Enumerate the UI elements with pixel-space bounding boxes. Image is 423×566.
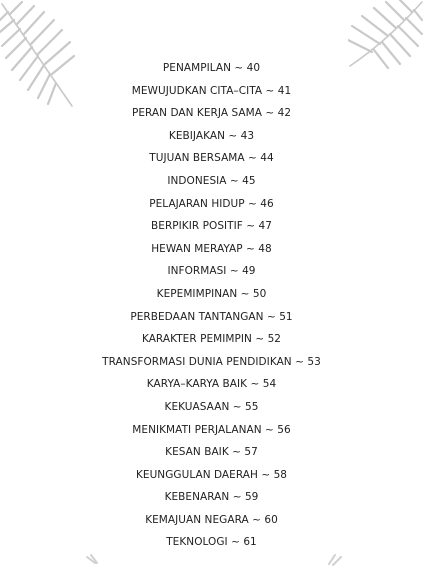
toc-entry-page-number: 46: [260, 197, 274, 210]
toc-entry-separator: ~: [227, 536, 244, 549]
toc-entry: [0, 125, 423, 148]
toc-entry-separator: ~: [291, 355, 308, 368]
toc-entry-title: KEBIJAKAN: [168, 129, 225, 142]
toc-entry: [0, 283, 423, 306]
toc-entry-title: PENAMPILAN: [162, 62, 232, 74]
toc-entry: [0, 238, 423, 261]
toc-entry: [0, 419, 423, 442]
toc-entry: [0, 170, 423, 193]
toc-entry-title: PELAJARAN HIDUP: [149, 197, 245, 210]
toc-entry-title: INFORMASI: [167, 265, 227, 278]
toc-entry-page-number: 41: [277, 84, 292, 97]
toc-entry-title: TRANSFORMASI DUNIA PENDIDIKAN: [102, 355, 292, 368]
toc-entry-separator: ~: [225, 129, 241, 142]
toc-entry-separator: ~: [244, 152, 261, 165]
toc-entry-separator: ~: [237, 287, 253, 300]
toc-entry-page-number: 55: [244, 400, 259, 413]
toc-entry-page-number: 53: [307, 355, 321, 368]
toc-entry-title: TEKNOLOGI: [166, 536, 228, 549]
toc-entry: [0, 486, 423, 509]
toc-entry: [0, 373, 423, 396]
toc-entry-page-number: 59: [244, 491, 259, 504]
toc-entry: [0, 215, 423, 238]
toc-entry-page-number: 42: [277, 107, 292, 120]
toc-entry: [0, 57, 423, 80]
toc-entry-page-number: 40: [246, 62, 261, 74]
toc-entry-page-number: 51: [279, 310, 293, 323]
toc-entry: [0, 306, 423, 329]
toc-entry-page-number: 47: [258, 220, 272, 233]
toc-entry-separator: ~: [242, 242, 259, 255]
toc-entry-page-number: 54: [262, 378, 277, 391]
toc-entry-page-number: 44: [260, 152, 274, 165]
toc-entry-title: MENIKMATI PERJALANAN: [132, 423, 262, 436]
toc-entry-separator: ~: [226, 174, 243, 187]
toc-entry-page-number: 43: [240, 129, 255, 142]
toc-entry: [0, 509, 423, 532]
toc-entry-title: KEUNGGULAN DAERAH: [135, 468, 258, 481]
toc-entry-separator: ~: [244, 197, 261, 210]
toc-entry-separator: ~: [261, 107, 278, 120]
toc-entry-page-number: 61: [243, 536, 257, 549]
palm-leaf-icon: [85, 553, 345, 566]
toc-entry-page-number: 50: [252, 287, 267, 300]
toc-entry-separator: ~: [226, 265, 243, 278]
toc-entry-page-number: 57: [244, 446, 258, 459]
toc-entry-page-number: 49: [242, 265, 256, 278]
toc-entry-title: PERAN DAN KERJA SAMA: [131, 107, 262, 120]
table-of-contents: [0, 57, 423, 554]
toc-entry-separator: ~: [228, 446, 245, 459]
toc-entry: [0, 260, 423, 283]
toc-entry-title: KEKUASAAN: [164, 400, 230, 413]
toc-entry: [0, 351, 423, 374]
toc-entry-separator: ~: [262, 84, 278, 97]
toc-entry-title: HEWAN MERAYAP: [151, 242, 243, 255]
toc-entry-page-number: 45: [242, 174, 256, 187]
toc-entry-page-number: 48: [258, 242, 272, 255]
toc-entry-separator: ~: [229, 400, 245, 413]
toc-entry-title: KEBENARAN: [164, 491, 230, 504]
toc-entry-page-number: 60: [264, 513, 278, 526]
toc-entry: [0, 396, 423, 419]
toc-entry: [0, 193, 423, 216]
toc-entry-title: KEPEMIMPINAN: [156, 287, 238, 300]
toc-entry-page-number: 58: [273, 468, 288, 481]
toc-entry-title: KARAKTER PEMIMPIN: [141, 333, 252, 346]
toc-entry: [0, 328, 423, 351]
toc-entry: [0, 80, 423, 103]
toc-entry: [0, 147, 423, 170]
toc-entry-title: KESAN BAIK: [165, 446, 229, 459]
toc-entry-separator: ~: [263, 310, 280, 323]
toc-entry-page-number: 52: [267, 333, 282, 346]
toc-entry-title: KEMAJUAN NEGARA: [145, 513, 249, 526]
toc-entry: [0, 531, 423, 554]
toc-entry-separator: ~: [261, 423, 278, 436]
toc-entry-separator: ~: [257, 468, 274, 481]
toc-entry-title: MEWUJUDKAN CITA–CITA: [131, 84, 263, 97]
toc-entry: [0, 464, 423, 487]
toc-entry-page-number: 56: [277, 423, 291, 436]
toc-entry-separator: ~: [248, 513, 265, 526]
toc-entry-title: PERBEDAAN TANTANGAN: [130, 310, 264, 323]
toc-entry-title: TUJUAN BERSAMA: [149, 152, 245, 165]
toc-entry-separator: ~: [251, 333, 268, 346]
toc-entry-separator: ~: [247, 378, 263, 391]
toc-entry-separator: ~: [231, 62, 247, 74]
toc-entry: [0, 102, 423, 125]
toc-entry: [0, 441, 423, 464]
toc-entry-title: KARYA–KARYA BAIK: [146, 378, 248, 391]
toc-entry-title: BERPIKIR POSITIF: [151, 220, 243, 233]
toc-entry-title: INDONESIA: [167, 174, 227, 187]
toc-entry-separator: ~: [229, 491, 245, 504]
toc-entry-separator: ~: [242, 220, 259, 233]
